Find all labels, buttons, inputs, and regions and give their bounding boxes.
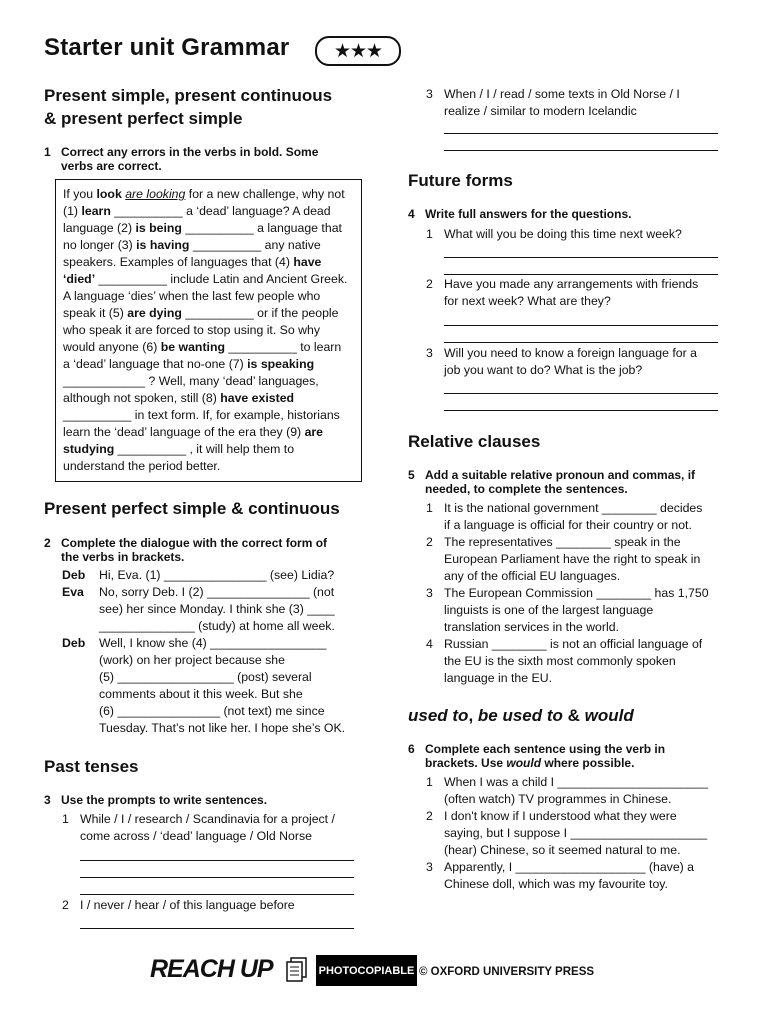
speaker-name: Deb [62, 568, 86, 582]
instruction-text: Use the prompts to write sentences. [61, 793, 268, 807]
section-heading-relative: Relative clauses [408, 432, 541, 451]
item-line: (often watch) TV programmes in Chinese. [444, 792, 672, 806]
exercise-3-instructions [44, 793, 364, 809]
numbered-item [426, 636, 726, 687]
instruction-text [61, 145, 318, 173]
dialogue-text: No, sorry Deb. I (2) _______________ (not [99, 585, 335, 599]
item-line: I don't know if I understood what they were [444, 809, 677, 823]
exercise-4-item-1 [426, 226, 726, 243]
item-line: (hear) Chinese, so it seemed natural to me. [444, 843, 681, 857]
item-line: When I was a child I ______________________ [444, 775, 708, 789]
item-line: linguists is one of the largest language [444, 603, 654, 617]
item-text [444, 859, 694, 893]
answer-line[interactable] [444, 150, 718, 151]
dialogue-line [62, 635, 367, 652]
exercise-4-item-2 [426, 276, 726, 310]
item-line: Russian ________ is not an official language of [444, 637, 703, 651]
instruction-line: Correct any errors in the verbs in bold. Some [61, 145, 319, 159]
item-text [444, 500, 702, 534]
section-heading-past: Past tenses [44, 757, 139, 776]
exercise-number: 6 [408, 742, 415, 756]
item-number: 1 [62, 812, 69, 826]
dialogue-line [62, 703, 367, 720]
section-heading-future: Future forms [408, 171, 513, 190]
exercise-number: 3 [44, 793, 51, 807]
paragraph-line: speak it (5) are dying __________ or if the people [63, 306, 339, 320]
exercise-2-instructions [44, 536, 364, 566]
prompt-line: for next week? What are they? [444, 294, 611, 308]
item-line: It is the national government ________ decides [444, 501, 703, 515]
exercise-6-items [426, 774, 736, 899]
exercise-1-paragraph [63, 186, 359, 475]
answer-line[interactable] [444, 342, 718, 343]
paragraph-line: language (2) is being __________ a language that [63, 221, 342, 235]
answer-line[interactable] [80, 894, 354, 895]
exercise-4-item-3 [426, 345, 726, 379]
paragraph-line: studying __________ , it will help them to [63, 442, 295, 456]
paragraph-line: ____________ ? Well, many ‘dead’ languages, [63, 374, 319, 388]
dialogue-text: (5) _________________ (post) several [99, 670, 312, 684]
prompt-line: Will you need to know a foreign language for a [444, 346, 697, 360]
paragraph-line: no longer (3) is having __________ any native [63, 238, 321, 252]
item-line: translation services in the world. [444, 620, 619, 634]
item-line: the EU is the sixth most commonly spoken [444, 654, 676, 668]
answer-line[interactable] [444, 133, 718, 134]
prompt-line: Have you made any arrangements with friends [444, 277, 699, 291]
answer-line[interactable] [80, 928, 354, 929]
section-heading-line: Present simple, present continuous [44, 86, 333, 105]
speaker-name: Eva [62, 585, 84, 599]
photocopy-document-icon [286, 957, 308, 983]
paragraph-line: understand the period better. [63, 459, 221, 473]
answer-line[interactable] [80, 860, 354, 861]
paragraph-line: (1) learn __________ a ‘dead’ language? A dead [63, 204, 331, 218]
item-line: any of the official EU languages. [444, 569, 621, 583]
exercise-3-item-3 [426, 86, 726, 120]
dialogue-line [62, 669, 367, 686]
answer-line[interactable] [80, 877, 354, 878]
item-line: if a language is official for their country or not. [444, 518, 692, 532]
instruction-line: Complete each sentence using the verb in [425, 742, 666, 756]
exercise-1-text-box [55, 179, 362, 482]
dialogue-text: see) her since Monday. I think she (3) ____ [99, 602, 335, 616]
exercise-5-items [426, 500, 736, 690]
item-prompt [80, 811, 335, 845]
paragraph-line: A language ‘dies’ when the last few people who [63, 289, 321, 303]
reach-up-logo: REACH UP [150, 955, 273, 983]
instruction-text [425, 468, 695, 496]
exercise-1-instructions [44, 145, 364, 175]
item-line: Chinese doll, which was my favourite toy. [444, 877, 668, 891]
paragraph-line: If you look are looking for a new challenge, why not [63, 187, 345, 201]
instruction-line: verbs are correct. [61, 159, 162, 173]
photocopiable-badge: PHOTOCOPIABLE [316, 955, 417, 986]
prompt-line: realize / similar to modern Icelandic [444, 104, 637, 118]
difficulty-stars-icon: ★★★ [315, 36, 401, 66]
item-text [444, 585, 709, 636]
instruction-line: Add a suitable relative pronoun and commas, if [425, 468, 696, 482]
answer-line[interactable] [444, 274, 718, 275]
item-text [444, 636, 702, 687]
item-number: 2 [426, 809, 433, 823]
paragraph-line: ‘died’ __________ include Latin and Ancient Greek. [63, 272, 348, 286]
exercise-number: 1 [44, 145, 51, 159]
dialogue-line [62, 618, 367, 635]
numbered-item [426, 859, 726, 893]
item-line: European Parliament have the right to speak in [444, 552, 701, 566]
paragraph-line: speakers. Examples of languages that (4) have [63, 255, 322, 269]
section-heading-line: & present perfect simple [44, 109, 243, 128]
item-number: 1 [426, 775, 433, 789]
prompt-line: When / I / read / some texts in Old Norse / I [444, 87, 680, 101]
dialogue-text: (6) _______________ (not text) me since [99, 704, 325, 718]
numbered-item [426, 808, 726, 859]
instruction-text [61, 536, 327, 564]
exercise-2-dialogue [62, 567, 367, 742]
dialogue-text: Well, I know she (4) _________________ [99, 636, 327, 650]
dialogue-line [62, 601, 367, 618]
instruction-text [425, 742, 665, 770]
exercise-number: 5 [408, 468, 415, 482]
item-number: 2 [426, 277, 433, 291]
item-prompt [444, 276, 698, 310]
item-prompt [444, 345, 697, 379]
instruction-line: needed, to complete the sentences. [425, 482, 628, 496]
exercise-5-instructions [408, 468, 728, 498]
answer-line[interactable] [444, 325, 718, 326]
section-heading-used-to: used to, be used to & would [408, 706, 634, 725]
item-line: language in the EU. [444, 671, 553, 685]
prompt-line: come across / ‘dead’ language / Old Norse [80, 829, 312, 843]
dialogue-text: comments about it this week. But she [99, 687, 303, 701]
dialogue-line [62, 686, 367, 703]
paragraph-line: a ‘dead’ language that no-one (7) is speaking [63, 357, 315, 371]
instruction-line: brackets. Use would where possible. [425, 756, 635, 770]
dialogue-text: Hi, Eva. (1) _______________ (see) Lidia? [99, 568, 335, 582]
item-number: 1 [426, 501, 433, 515]
exercise-3-item-1 [62, 811, 362, 845]
item-number: 3 [426, 860, 433, 874]
paragraph-line: although not spoken, still (8) have existed [63, 391, 295, 405]
item-prompt: What will you be doing this time next week? [444, 227, 682, 241]
item-prompt: I / never / hear / of this language before [80, 898, 295, 912]
dialogue-text: Tuesday. That’s not like her. I hope she’s OK. [99, 721, 346, 735]
item-text [444, 774, 708, 808]
exercise-3-item-2 [62, 897, 362, 914]
numbered-item [426, 534, 726, 585]
prompt-line: job you want to do? What is the job? [444, 363, 643, 377]
numbered-item [426, 500, 726, 534]
item-line: Apparently, I ___________________ (have) a [444, 860, 695, 874]
item-line: saying, but I suppose I ____________________ [444, 826, 708, 840]
dialogue-line [62, 584, 367, 601]
section-heading-present [44, 84, 332, 130]
paragraph-line: learn the ‘dead’ language of the era they (9) are [63, 425, 324, 439]
dialogue-text: (work) on her project because she [99, 653, 285, 667]
dialogue-text: ______________ (study) at home all week. [99, 619, 335, 633]
exercise-4-instructions [408, 207, 728, 223]
publisher-credit: © OXFORD UNIVERSITY PRESS [419, 966, 595, 978]
numbered-item [426, 585, 726, 636]
dialogue-line [62, 567, 367, 584]
item-number: 2 [426, 535, 433, 549]
instruction-line: Complete the dialogue with the correct form of [61, 536, 328, 550]
item-number: 3 [426, 346, 433, 360]
prompt-line: While / I / research / Scandinavia for a project / [80, 812, 335, 826]
section-heading-ppsc: Present perfect simple & continuous [44, 499, 340, 518]
item-line: The European Commission ________ has 1,750 [444, 586, 709, 600]
answer-line[interactable] [444, 410, 718, 411]
item-number: 4 [426, 637, 433, 651]
page-title: Starter unit Grammar [44, 34, 290, 61]
numbered-item [426, 774, 726, 808]
item-text [444, 808, 707, 859]
item-number: 3 [426, 586, 433, 600]
paragraph-line: __________ in text form. If, for example, historians [63, 408, 340, 422]
item-prompt [444, 86, 680, 120]
exercise-number: 2 [44, 536, 51, 550]
speaker-name: Deb [62, 636, 86, 650]
dialogue-line [62, 652, 367, 669]
paragraph-line: would anyone (6) be wanting __________ to learn [63, 340, 342, 354]
instruction-text: Write full answers for the questions. [425, 207, 632, 221]
item-text [444, 534, 700, 585]
exercise-6-instructions [408, 742, 728, 772]
item-line: The representatives ________ speak in the [444, 535, 681, 549]
item-number: 3 [426, 87, 433, 101]
dialogue-line [62, 720, 367, 737]
item-number: 1 [426, 227, 433, 241]
paragraph-line: who speak it are forced to stop using it. So why [63, 323, 321, 337]
instruction-line: the verbs in brackets. [61, 550, 185, 564]
answer-line[interactable] [444, 393, 718, 394]
exercise-number: 4 [408, 207, 415, 221]
answer-line[interactable] [444, 257, 718, 258]
item-number: 2 [62, 898, 69, 912]
